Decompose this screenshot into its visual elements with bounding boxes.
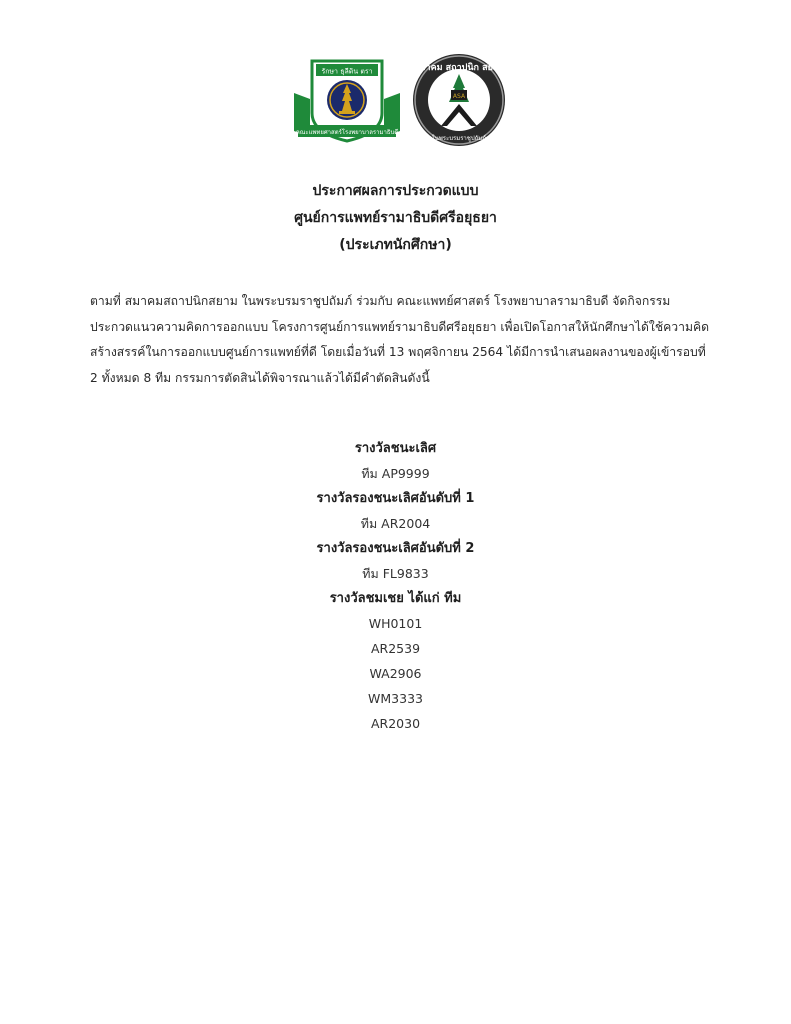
- asa-mark-text: ASA: [452, 93, 466, 100]
- winner-team: ทีม AP9999: [361, 466, 430, 481]
- body-line-4: 2 ทั้งหมด 8 ทีม กรรมการตัดสินได้พิจารณาแล้วได้มีคำตัดสินดังนี้: [90, 370, 430, 385]
- announcement-title: [0, 178, 791, 259]
- body-line-1: ตามที่ สมาคมสถาปนิกสยาม ในพระบรมราชูปถัมภ์ ร่วมกับ คณะแพทย์ศาสตร์ โรงพยาบาลรามาธิบดี จัดกิจกรรม: [90, 294, 671, 308]
- logo-header: [0, 52, 791, 152]
- title-line-1: ประกาศผลการประกวดแบบ: [312, 183, 479, 199]
- asa-emblem-icon: [411, 52, 507, 148]
- ramathibodi-logo: [292, 55, 402, 147]
- body-line-2: ประกวดแนวความคิดการออกแบบ โครงการศูนย์การแพทย์รามาธิบดีศรีอยุธยา เพื่อเปิดโอกาสให้นักศึกษาได้ใช้ความคิด: [90, 319, 710, 334]
- body-line-3: สร้างสรรค์ในการออกแบบศูนย์การแพทย์ที่ดี โดยเมื่อวันที่ 13 พฤศจิกายน 2564 ได้มีการนำเสนอผลงานของผู้เข้ารอบที่: [90, 345, 706, 359]
- first-runner-up-team: ทีม AR2004: [360, 516, 431, 531]
- honorable-team: AR2539: [370, 641, 421, 656]
- honorable-team: WH0101: [368, 616, 423, 631]
- honorable-mention-label: รางวัลชมเชย ได้แก่ ทีม: [329, 591, 462, 606]
- honorable-team: AR2030: [370, 716, 421, 731]
- left-logo-top-text: รักษา ธุลีดิน ตรา: [321, 67, 373, 76]
- asa-logo: [411, 52, 507, 148]
- announcement-body: [90, 289, 710, 391]
- title-line-3: (ประเภทนักศึกษา): [339, 237, 452, 253]
- right-logo-top-text: สมาคม สถาปนิก สยาม: [414, 63, 504, 73]
- second-runner-up-label: รางวัลรองชนะเลิศอันดับที่ 2: [316, 541, 475, 556]
- right-logo-bottom-text: ในพระบรมราชูปถัมภ์: [431, 135, 487, 142]
- second-runner-up-team: ทีม FL9833: [362, 566, 429, 581]
- left-logo-band-text: คณะแพทยศาสตร์โรงพยาบาลรามาธิบดี: [295, 129, 399, 136]
- ramathibodi-emblem-icon: [292, 55, 402, 147]
- award-results: [0, 436, 791, 736]
- honorable-team: WA2906: [369, 666, 422, 681]
- honorable-team: WM3333: [368, 691, 423, 706]
- first-runner-up-label: รางวัลรองชนะเลิศอันดับที่ 1: [316, 491, 475, 506]
- winner-label: รางวัลชนะเลิศ: [354, 441, 437, 456]
- title-line-2: ศูนย์การแพทย์รามาธิบดีศรีอยุธยา: [294, 210, 497, 226]
